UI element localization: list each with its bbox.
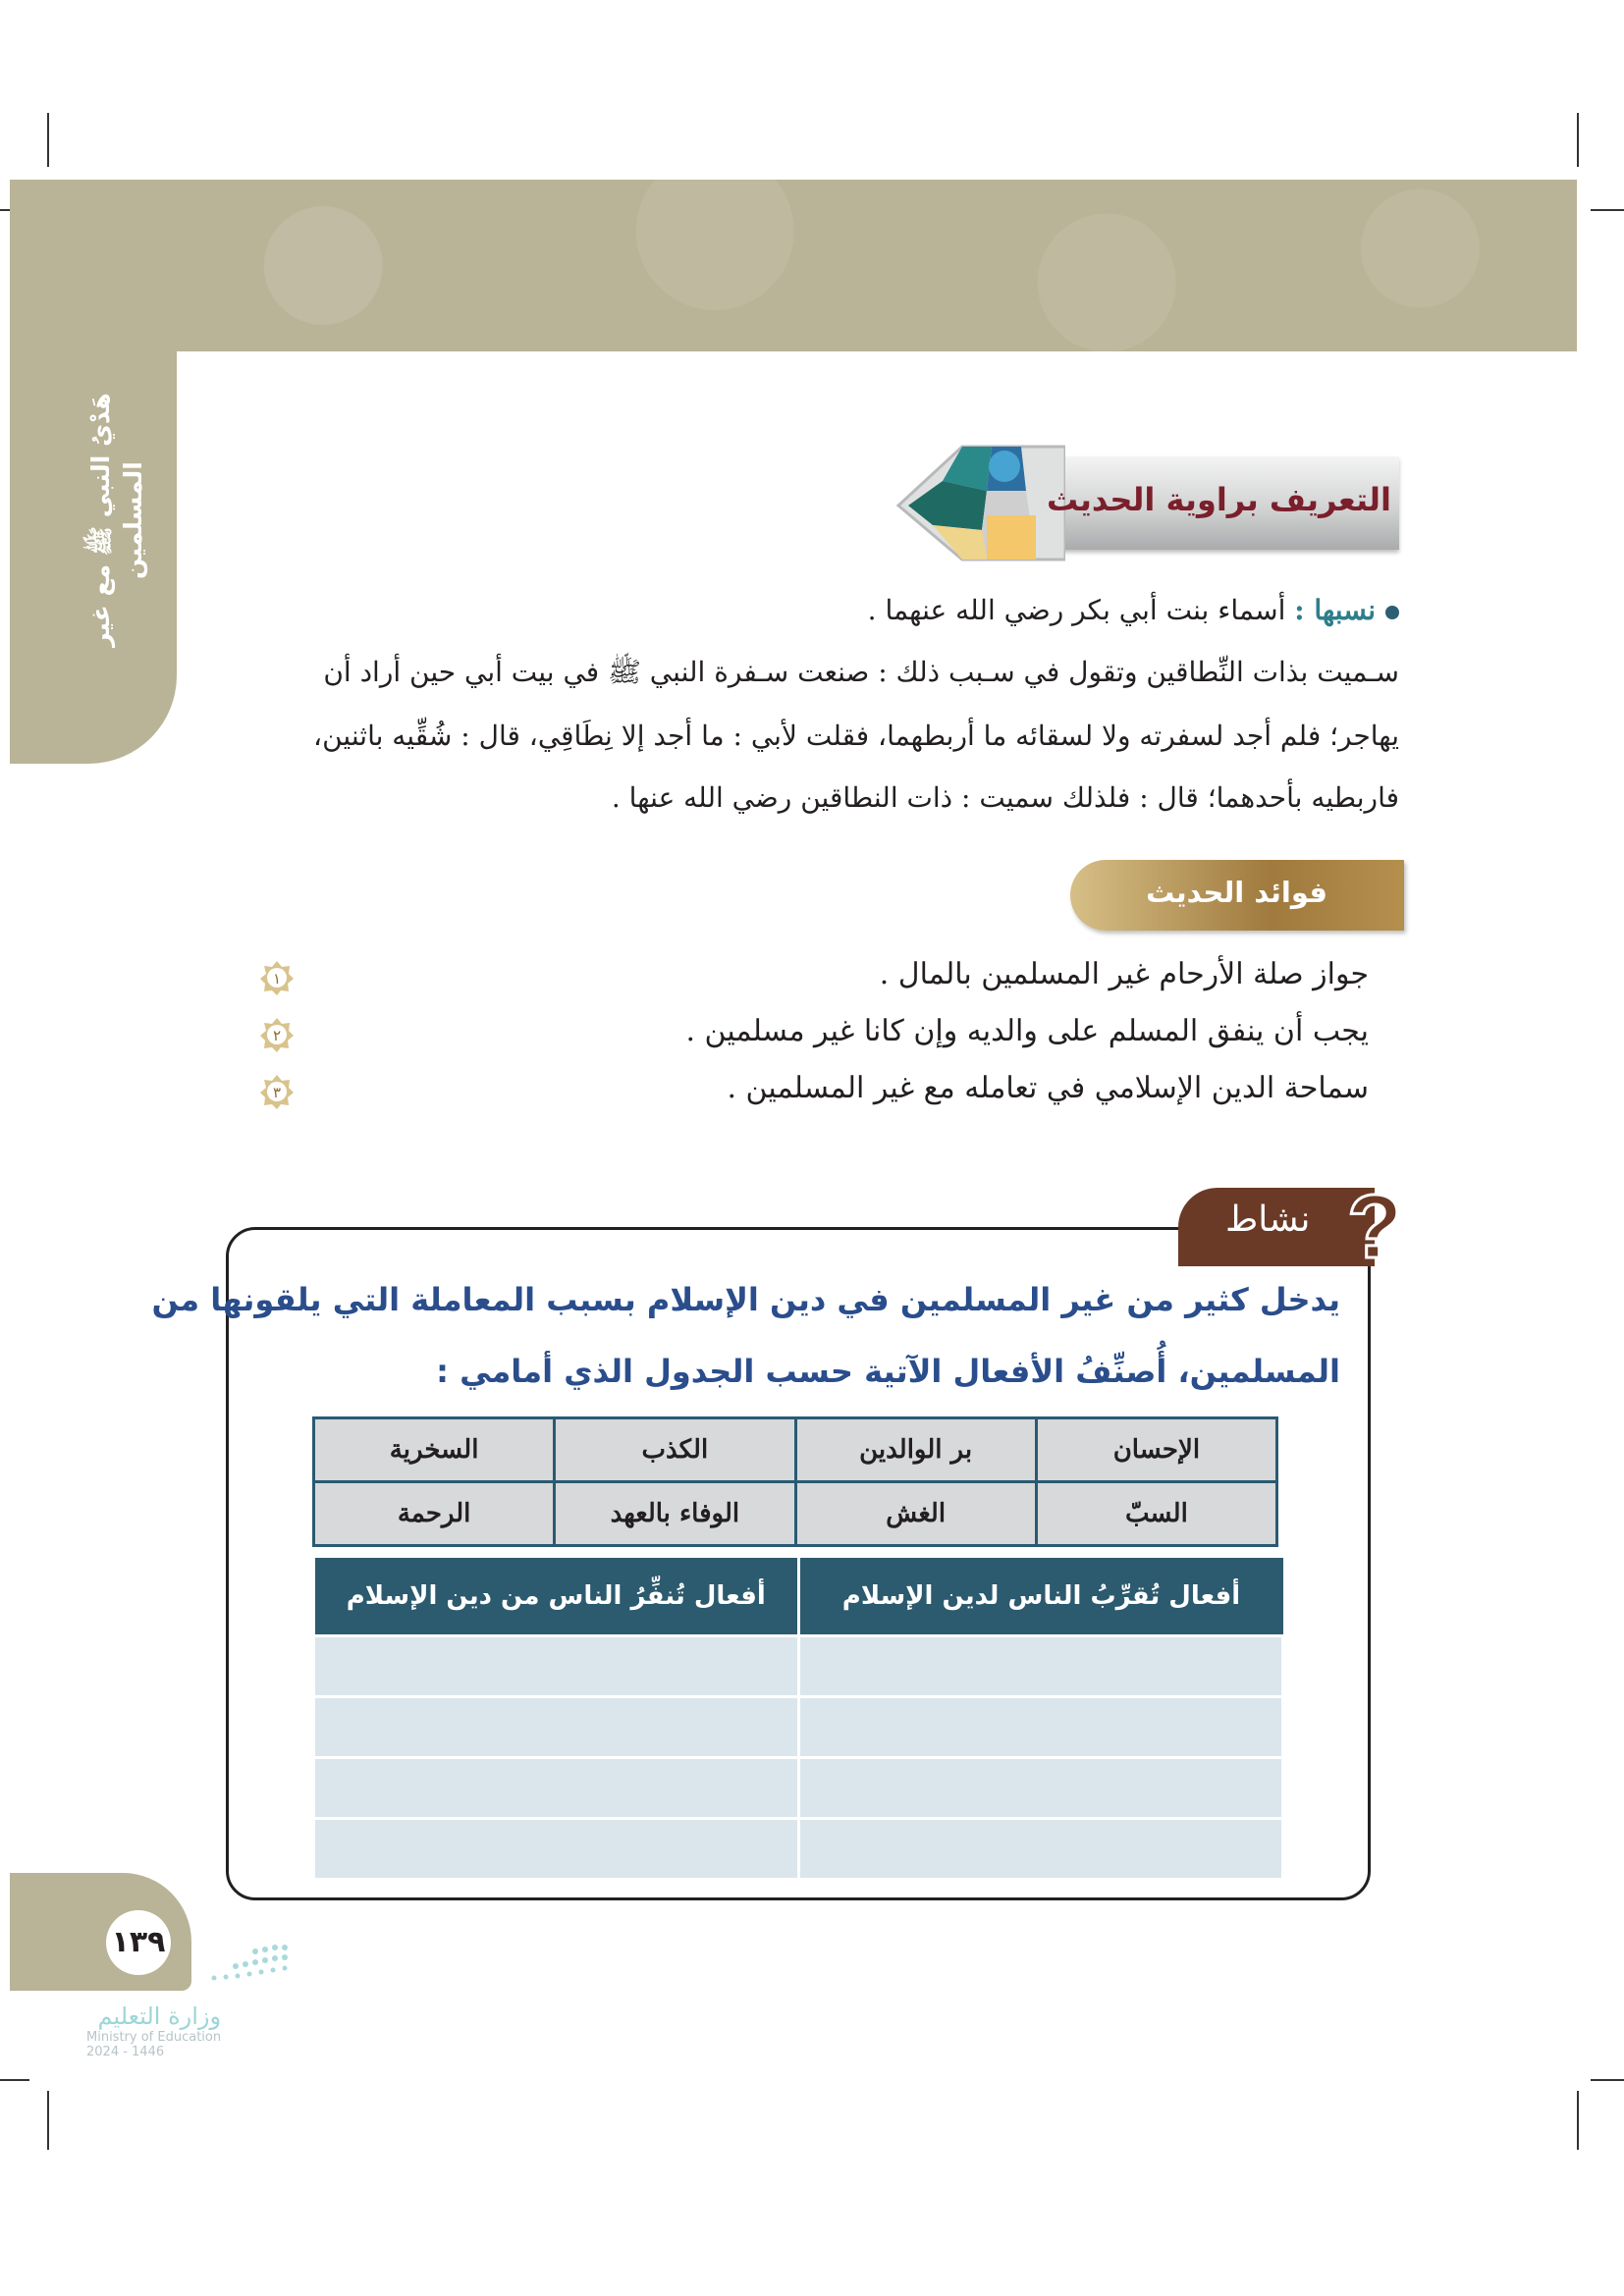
word-cell: الكذب xyxy=(555,1418,795,1482)
lineage-text: أسماء بنت أبي بكر رضي الله عنهما . xyxy=(867,594,1286,626)
words-table xyxy=(312,1416,1278,1547)
number-badge-icon xyxy=(259,1074,295,1109)
benefits-header xyxy=(1070,860,1404,931)
story-line-2: يهاجر؛ فلم أجد لسفرته ولا لسقائه ما أربطهما، فقلت لأبي : ما أجد إلا نِطَاقِي، قال : شُقِّيه باثنين، xyxy=(313,720,1399,752)
section-banner xyxy=(889,437,1399,569)
table-row xyxy=(314,1418,1277,1482)
word-cell: بر الوالدين xyxy=(795,1418,1036,1482)
story-line-1: سـميت بذات النِّطاقين وتقول في سـبب ذلك : صنعت سـفرة النبي ﷺ في بيت أبي حين أراد أن xyxy=(323,656,1399,688)
ministry-name-ar: وزارة التعليم xyxy=(97,2002,222,2030)
ministry-logo xyxy=(86,2002,221,2059)
section-title: التعريف براوية الحديث xyxy=(1046,481,1391,518)
bullet-icon xyxy=(1385,606,1399,619)
lineage-line xyxy=(868,594,1399,626)
crop-mark xyxy=(1591,209,1624,211)
header-band xyxy=(10,180,1577,351)
table-header-row xyxy=(314,1558,1283,1636)
table-row xyxy=(314,1758,1283,1819)
benefit-item: سماحة الدين الإسلامي في تعامله مع غير المسلمين . xyxy=(727,1071,1369,1105)
answer-cell[interactable] xyxy=(798,1758,1283,1819)
table-row xyxy=(314,1697,1283,1758)
answer-cell[interactable] xyxy=(314,1819,799,1880)
lineage-label: نسبها : xyxy=(1294,594,1376,626)
table-row xyxy=(314,1636,1283,1697)
question-mark-icon: ? xyxy=(1347,1177,1403,1277)
answer-cell[interactable] xyxy=(798,1819,1283,1880)
number-badge-icon xyxy=(259,1017,295,1052)
table-row xyxy=(314,1819,1283,1880)
word-cell: الرحمة xyxy=(314,1482,555,1546)
activity-label: نشاط xyxy=(1225,1200,1311,1240)
table-row xyxy=(314,1482,1277,1546)
crop-mark xyxy=(47,2091,49,2150)
banner-gem-icon xyxy=(889,437,1065,569)
answer-cell[interactable] xyxy=(798,1697,1283,1758)
page-number: ١٣٩ xyxy=(106,1910,171,1975)
ministry-name-en: Ministry of Education xyxy=(86,2030,222,2045)
benefit-item: جواز صلة الأرحام غير المسلمين بالمال . xyxy=(879,957,1369,991)
word-cell: الغش xyxy=(795,1482,1036,1546)
answer-cell[interactable] xyxy=(798,1636,1283,1697)
number-badge-icon xyxy=(259,960,295,995)
ministry-dots-logo xyxy=(147,1942,295,2001)
crop-mark xyxy=(47,113,49,167)
benefit-item: يجب أن ينفق المسلم على والديه وإن كانا غير مسلمين . xyxy=(685,1014,1369,1048)
crop-mark xyxy=(1577,2091,1579,2150)
svg-text:٣: ٣ xyxy=(272,1084,282,1101)
crop-mark xyxy=(1591,2079,1624,2081)
word-cell: الإحسان xyxy=(1036,1418,1276,1482)
ministry-year: 2024 - 1446 xyxy=(86,2045,165,2059)
answer-cell[interactable] xyxy=(314,1697,799,1758)
answer-cell[interactable] xyxy=(314,1758,799,1819)
answer-cell[interactable] xyxy=(314,1636,799,1697)
activity-instruction-line-1: يدخل كثير من غير المسلمين في دين الإسلام بسبب المعاملة التي يلقونها من xyxy=(151,1281,1340,1318)
column-header-bring-closer: أفعال تُقرِّبُ الناس لدين الإسلام xyxy=(798,1558,1283,1636)
svg-text:٢: ٢ xyxy=(272,1027,282,1044)
crop-mark xyxy=(1577,113,1579,167)
word-cell: الوفاء بالعهد xyxy=(555,1482,795,1546)
crop-mark xyxy=(0,2079,29,2081)
story-line-3: فاربطيه بأحدهما؛ قال : فلذلك سميت : ذات النطاقين رضي الله عنها . xyxy=(611,781,1399,814)
unit-title: هَدْيُ النبي ﷺ مع غير المسلمين xyxy=(86,393,147,648)
column-header-push-away: أفعال تُنفِّرُ الناس من دين الإسلام xyxy=(314,1558,799,1636)
word-cell: السخرية xyxy=(314,1418,555,1482)
svg-text:١: ١ xyxy=(272,970,282,988)
activity-instruction-line-2: المسلمين، أُصنِّفُ الأفعال الآتية حسب الجدول الذي أمامي : xyxy=(436,1353,1340,1390)
activity-header xyxy=(1178,1177,1403,1277)
classification-table xyxy=(312,1558,1284,1881)
word-cell: السبّ xyxy=(1036,1482,1276,1546)
benefits-title: فوائد الحديث xyxy=(1146,876,1327,909)
